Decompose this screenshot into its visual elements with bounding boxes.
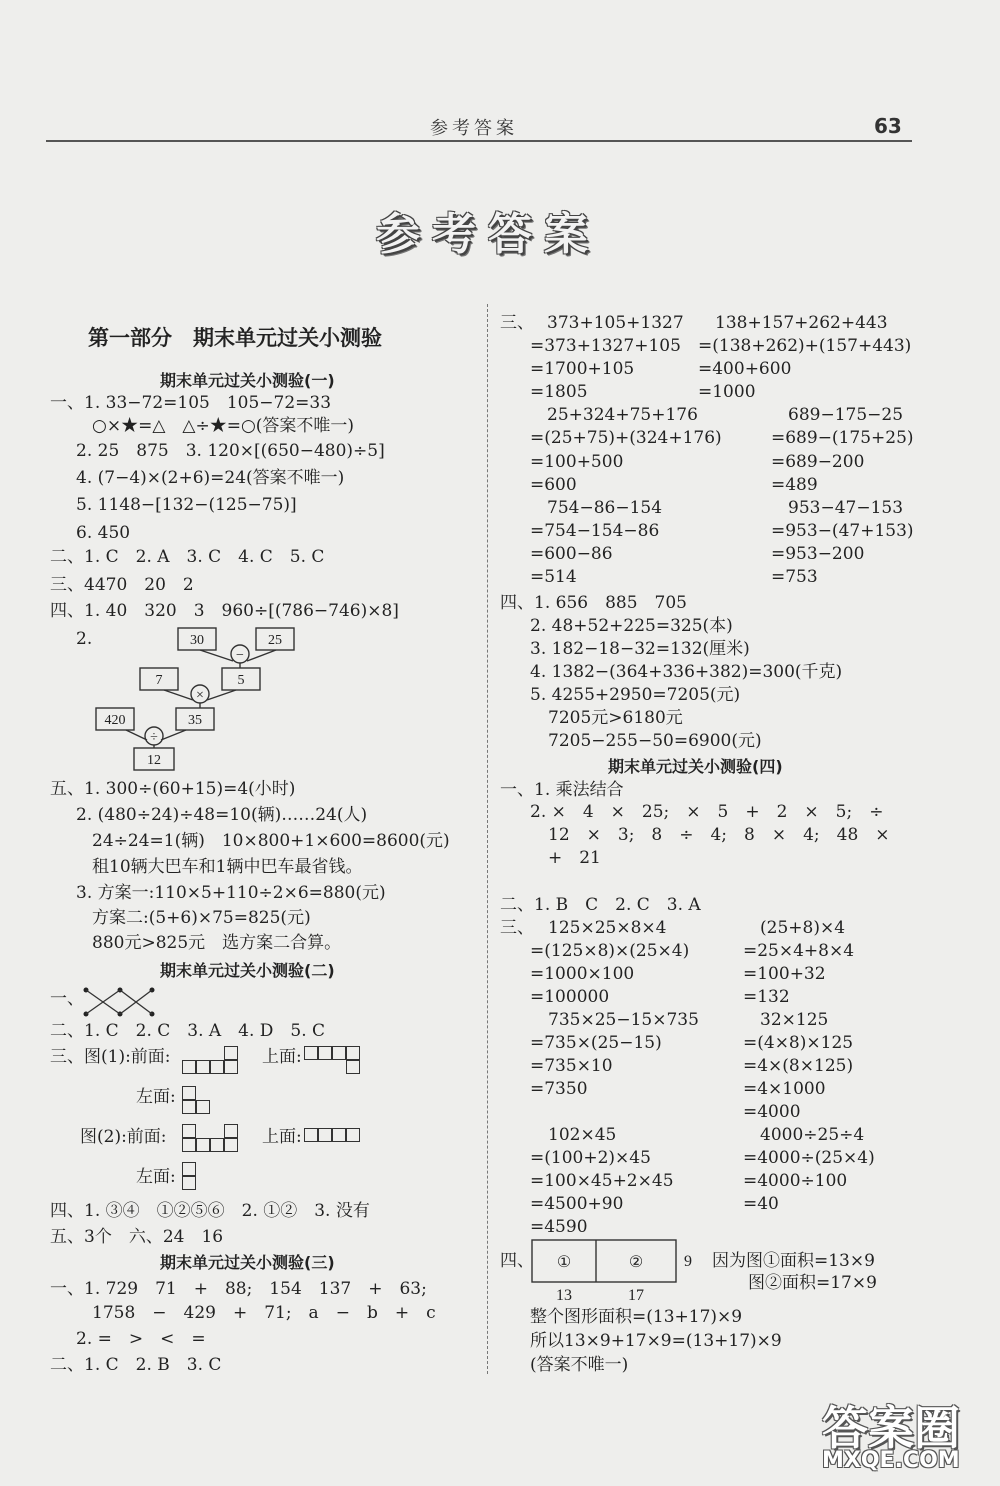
rect-label-1: ① (556, 1254, 572, 1271)
area-rectangle-figure (528, 1238, 698, 1308)
calc-a: =754−154−86 (530, 521, 660, 541)
test1-line: ○×★=△ △÷★=○(答案不唯一) (92, 416, 355, 436)
test1-line: 5. 1148−[132−(125−75)] (76, 495, 297, 515)
q4-line: 5. 4255+2950=7205(元) (530, 685, 741, 705)
main-title: 参考答案 (376, 209, 600, 260)
calc-b: =953−200 (771, 544, 865, 564)
watermark-url: MXQE.COM (822, 1448, 960, 1473)
test1-line: 方案二:(5+6)×75=825(元) (92, 908, 311, 928)
calc-a: 373+105+1327 (547, 313, 684, 333)
tree-25: 25 (268, 633, 282, 648)
q4-line: 2. 48+52+225=325(本) (530, 616, 733, 636)
matching-lines-figure (80, 982, 160, 1022)
calc-b: 689−175−25 (788, 405, 904, 425)
rect-width-2: 17 (628, 1287, 644, 1304)
tree-5: 5 (237, 673, 245, 688)
test1-line: 3. 方案一:110×5+110÷2×6=880(元) (76, 883, 386, 903)
calc-b: 953−47−153 (788, 498, 904, 518)
rect-label-2: ② (628, 1254, 644, 1271)
test3-title: 期末单元过关小测验(三) (160, 1253, 335, 1272)
fig2-left-view (182, 1162, 198, 1194)
calc-d: =(4×8)×125 (743, 1033, 854, 1053)
test1-line: 880元>825元 选方案二合算。 (92, 933, 342, 953)
calc-d: =4000 (743, 1102, 801, 1122)
calc-b: 138+157+262+443 (715, 313, 888, 333)
test1-line: 一、1. 33−72=105 105−72=33 (50, 393, 332, 413)
calc-c: =735×10 (530, 1056, 613, 1076)
calc-c: =735×(25−15) (530, 1033, 662, 1053)
fig1-front-label: 三、图(1):前面: (50, 1047, 171, 1067)
test4-line: + 21 (548, 848, 601, 868)
calc-c: =1000×100 (530, 964, 635, 984)
q4-line: 7205元>6180元 (548, 708, 683, 728)
test1-line: 四、1. 40 320 3 960÷[(786−746)×8] (50, 601, 399, 621)
calc-a: =100+500 (530, 452, 624, 472)
test1-line: 三、4470 20 2 (50, 575, 194, 595)
test3-line: 2. = > < = (76, 1329, 206, 1349)
test2-title: 期末单元过关小测验(二) (160, 961, 335, 980)
fig1-top-view (304, 1046, 368, 1078)
q4-line: 四、1. 656 885 705 (500, 593, 687, 613)
test2-line: 五、3个 六、24 16 (50, 1227, 224, 1247)
calc-b: =953−(47+153) (771, 521, 914, 541)
fig2-top-view (304, 1128, 368, 1144)
test2-line: 一、 (50, 989, 84, 1009)
fig2-front-view (182, 1124, 242, 1156)
page-number: 63 (874, 114, 902, 138)
test1-line: 4. (7−4)×(2+6)=24(答案不唯一) (76, 468, 345, 488)
test1-line: 2. (76, 629, 93, 649)
test1-line: 2. 25 875 3. 120×[(650−480)÷5] (76, 441, 385, 461)
calc-c: 102×45 (548, 1125, 617, 1145)
test1-line: 二、1. C 2. A 3. C 4. C 5. C (50, 547, 325, 567)
calc-d: =4×1000 (743, 1079, 826, 1099)
q4-explain: 所以13×9+17×9=(13+17)×9 (530, 1331, 782, 1351)
part-title: 第一部分 期末单元过关小测验 (88, 326, 382, 350)
calc-a: =1805 (530, 382, 588, 402)
calc-a: =514 (530, 567, 577, 587)
fig1-front-view (182, 1046, 242, 1078)
q4-line: 7205−255−50=6900(元) (548, 731, 762, 751)
calc-c: =4500+90 (530, 1194, 624, 1214)
calc-d: 4000÷25÷4 (760, 1125, 865, 1145)
q4-line: 4. 1382−(364+336+382)=300(千克) (530, 662, 843, 682)
calc-d: =100+32 (743, 964, 826, 984)
tree-div: ÷ (150, 730, 158, 745)
q4-explain: 因为图①面积=13×9 (712, 1251, 875, 1271)
tree-times: × (196, 688, 204, 703)
calc-c: =(125×8)×(25×4) (530, 941, 690, 961)
tree-30: 30 (190, 633, 204, 648)
test3-line: 一、1. 729 71 + 88; 154 137 + 63; (50, 1279, 427, 1299)
test4-title: 期末单元过关小测验(四) (608, 757, 783, 776)
calc-c: =7350 (530, 1079, 588, 1099)
fig2-front-label: 图(2):前面: (80, 1127, 167, 1147)
calc-d: =4000÷(25×4) (743, 1148, 875, 1168)
test4-line: 12 × 3; 8 ÷ 4; 8 × 4; 48 × (548, 825, 890, 845)
q3-label: 三、 (500, 313, 534, 333)
header-rule (46, 140, 912, 142)
q4-line: 3. 182−18−32=132(厘米) (530, 639, 750, 659)
test2-line: 四、1. ③④ ①②⑤⑥ 2. ①② 3. 没有 (50, 1201, 370, 1221)
calc-b: =689−(175+25) (771, 428, 914, 448)
tree-minus: − (236, 648, 244, 663)
calc-d: =4×(8×125) (743, 1056, 854, 1076)
calc-c: =4590 (530, 1217, 588, 1237)
calc-d: =40 (743, 1194, 779, 1214)
watermark-logo (822, 1392, 998, 1486)
fig2-top-label: 上面: (262, 1127, 302, 1147)
tree-35: 35 (188, 713, 202, 728)
calc-c: 735×25−15×735 (548, 1010, 699, 1030)
test1-line: 2. (480÷24)÷48=10(辆)……24(人) (76, 805, 368, 825)
calc-d: (25+8)×4 (760, 918, 846, 938)
rect-width-1: 13 (556, 1287, 572, 1304)
test2-line: 二、1. C 2. C 3. A 4. D 5. C (50, 1021, 326, 1041)
test1-line: 五、1. 300÷(60+15)=4(小时) (50, 779, 296, 799)
calc-a: 754−86−154 (547, 498, 663, 518)
column-divider (487, 304, 488, 1374)
tree-7: 7 (155, 673, 163, 688)
q4-explain: 整个图形面积=(13+17)×9 (530, 1307, 743, 1327)
calc-b: =(138+262)+(157+443) (698, 336, 912, 356)
calc-a: 25+324+75+176 (547, 405, 698, 425)
calc-a: =(25+75)+(324+176) (530, 428, 722, 448)
operation-tree-figure (90, 624, 310, 774)
calc-c: 125×25×8×4 (548, 918, 667, 938)
calc-d: =4000÷100 (743, 1171, 848, 1191)
calc-a: =600−86 (530, 544, 613, 564)
test4-line: 一、1. 乘法结合 (500, 780, 624, 800)
fig1-left-view (182, 1086, 214, 1118)
test3-line: 二、1. C 2. B 3. C (50, 1355, 222, 1375)
rect-height: 9 (684, 1253, 692, 1270)
calc-c: =100×45+2×45 (530, 1171, 674, 1191)
calc-c: =100000 (530, 987, 610, 1007)
calc-b: =689−200 (771, 452, 865, 472)
calc-b: =1000 (698, 382, 756, 402)
tree-420: 420 (104, 713, 126, 728)
test4-line: 2. × 4 × 25; × 5 + 2 × 5; ÷ (530, 802, 884, 822)
test4-q4-label: 四、 (500, 1251, 534, 1271)
calc-d: =132 (743, 987, 790, 1007)
test1-line: 24÷24=1(辆) 10×800+1×600=8600(元) (92, 831, 450, 851)
calc-a: =600 (530, 475, 577, 495)
test1-title: 期末单元过关小测验(一) (160, 371, 335, 390)
watermark-main: 答案圈 (822, 1401, 960, 1455)
test1-line: 6. 450 (76, 523, 131, 543)
header-title: 参考答案 (430, 118, 518, 139)
test4-line: 二、1. B C 2. C 3. A (500, 895, 701, 915)
test4-q3-label: 三、 (500, 918, 534, 938)
fig1-top-label: 上面: (262, 1047, 302, 1067)
fig1-left-label: 左面: (136, 1087, 176, 1107)
tree-12: 12 (147, 753, 161, 768)
q4-explain: 图②面积=17×9 (748, 1273, 877, 1293)
calc-c: =(100+2)×45 (530, 1148, 651, 1168)
calc-d: 32×125 (760, 1010, 829, 1030)
calc-a: =373+1327+105 (530, 336, 681, 356)
q4-explain: (答案不唯一) (530, 1355, 629, 1375)
calc-a: =1700+105 (530, 359, 635, 379)
calc-b: =753 (771, 567, 818, 587)
test1-line: 租10辆大巴车和1辆中巴车最省钱。 (92, 857, 363, 877)
calc-b: =489 (771, 475, 818, 495)
calc-b: =400+600 (698, 359, 792, 379)
calc-d: =25×4+8×4 (743, 941, 855, 961)
fig2-left-label: 左面: (136, 1167, 176, 1187)
test3-line: 1758 − 429 + 71; a − b + c (92, 1303, 436, 1323)
